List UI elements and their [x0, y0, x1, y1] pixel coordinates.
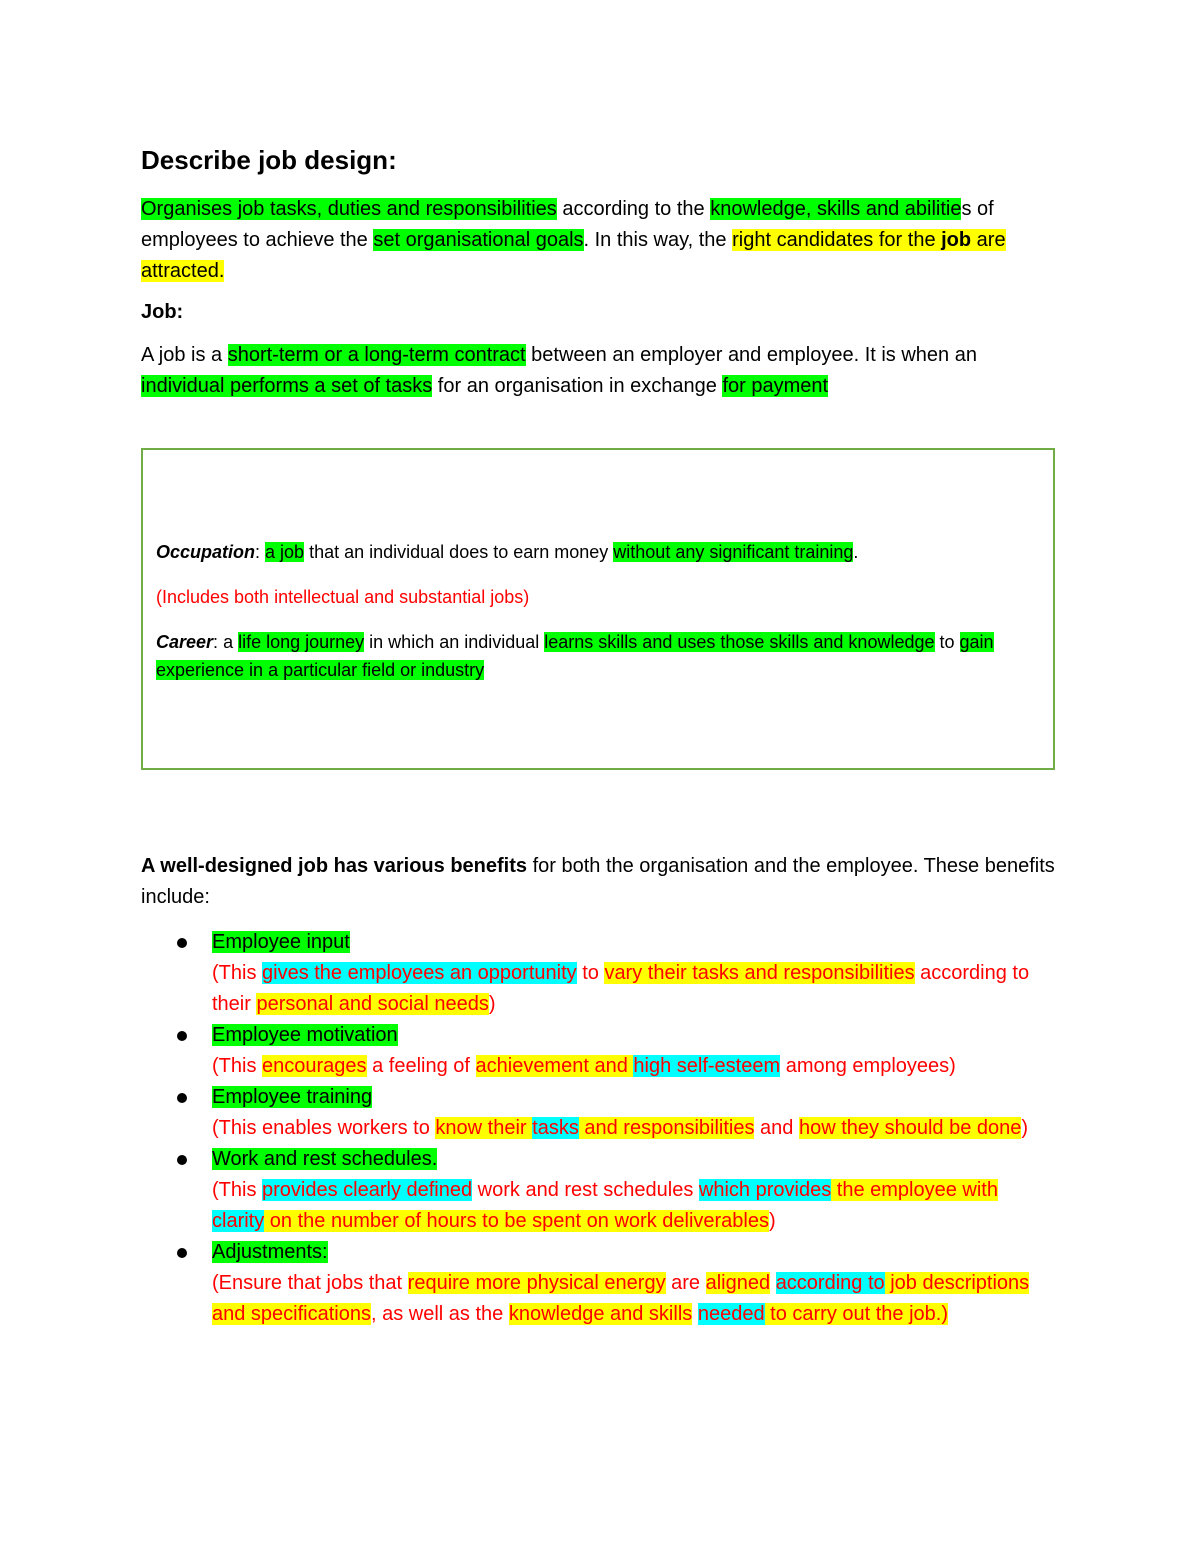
- highlight-green: Adjustments:: [212, 1241, 328, 1263]
- highlight-yellow: knowledge and skills: [508, 1303, 693, 1325]
- benefits-list: [141, 927, 1059, 1330]
- plain-text: s of employees to achieve the: [141, 198, 994, 251]
- highlight-yellow: right candidates for the: [732, 229, 942, 251]
- plain-text: :: [255, 542, 266, 562]
- plain-text: .: [853, 542, 859, 562]
- bold-text: A well-designed job has various benefits: [141, 855, 528, 877]
- list-item: [141, 1082, 1059, 1144]
- plain-text: among employees): [780, 1055, 956, 1077]
- plain-text: according to the: [556, 198, 711, 220]
- item-description: [212, 1268, 1052, 1330]
- highlight-cyan: tasks: [532, 1117, 579, 1139]
- item-title: [212, 1237, 1059, 1268]
- plain-text: (This: [212, 1055, 262, 1077]
- occupation-definition: [156, 538, 1036, 566]
- page-title: Describe job design:: [141, 145, 397, 175]
- highlight-yellow: job descriptions and specifications: [212, 1272, 1030, 1325]
- highlight-green: life long journey: [238, 632, 365, 652]
- plain-text: between an employer and employee. It is when an: [525, 344, 977, 366]
- plain-text: a: [223, 632, 239, 652]
- list-item: [141, 1144, 1059, 1237]
- plain-text: [770, 1272, 776, 1294]
- plain-text: (This enables workers to: [212, 1117, 436, 1139]
- highlight-cyan: provides clearly defined: [262, 1179, 473, 1201]
- highlight-green: learns skills and uses those skills and knowledge: [544, 632, 935, 652]
- highlight-yellow: and responsibilities: [578, 1117, 755, 1139]
- plain-text: ): [768, 1210, 776, 1232]
- highlight-cyan: according to: [775, 1272, 885, 1294]
- plain-text: :: [213, 632, 224, 652]
- highlight-green: set organisational goals: [373, 229, 584, 251]
- item-title: [212, 1144, 1059, 1175]
- plain-text: for both the organisation and the employee. These benefits include:: [141, 855, 1055, 908]
- highlight-yellow: personal and social needs: [256, 993, 489, 1015]
- plain-text: (This: [212, 962, 262, 984]
- plain-text: work and rest schedules: [472, 1179, 699, 1201]
- plain-text: ): [488, 993, 496, 1015]
- plain-text: , as well as the: [370, 1303, 509, 1325]
- bullet-icon: [177, 938, 187, 948]
- highlight-yellow: how they should be done: [798, 1117, 1022, 1139]
- item-description: [212, 1175, 1052, 1237]
- highlight-green: without any significant training: [613, 542, 854, 562]
- plain-text: A job is a: [141, 344, 228, 366]
- bullet-icon: [177, 1031, 187, 1041]
- plain-text: according to their: [212, 962, 1030, 1015]
- plain-text: to: [576, 962, 605, 984]
- bullet-icon: [177, 1248, 187, 1258]
- highlight-green: knowledge, skills and abilitie: [710, 198, 962, 220]
- plain-text: for an organisation in exchange: [432, 375, 723, 397]
- list-item: [141, 1020, 1059, 1082]
- highlight-yellow: achievement and: [475, 1055, 634, 1077]
- highlight-green: Work and rest schedules.: [212, 1148, 438, 1170]
- highlight-yellow: know their: [435, 1117, 533, 1139]
- highlight-green: short-term or a long-term contract: [227, 344, 526, 366]
- item-description: [212, 958, 1052, 1020]
- plain-text: (This: [212, 1179, 262, 1201]
- list-item: [141, 927, 1059, 1020]
- item-description: [212, 1113, 1052, 1144]
- highlight-yellow: require more physical energy: [407, 1272, 666, 1294]
- bullet-icon: [177, 1155, 187, 1165]
- plain-text: (Ensure that jobs that: [212, 1272, 408, 1294]
- highlight-green: individual performs a set of tasks: [141, 375, 433, 397]
- highlight-yellow: aligned: [705, 1272, 771, 1294]
- highlight-yellow: on the number of hours to be spent on work deliverables: [264, 1210, 769, 1232]
- benefits-section: [141, 851, 1059, 1330]
- list-item: [141, 1237, 1059, 1330]
- highlight-yellow: encourages: [262, 1055, 367, 1077]
- plain-text: . In this way, the: [583, 229, 733, 251]
- document-body: [141, 140, 1059, 412]
- occupation-note: (Includes both intellectual and substantial jobs): [156, 587, 530, 607]
- item-title: [212, 1082, 1059, 1113]
- highlight-cyan: needed: [697, 1303, 765, 1325]
- career-definition: [156, 628, 1036, 684]
- benefits-intro: [141, 851, 1059, 913]
- plain-text: [692, 1303, 698, 1325]
- highlight-yellow: are attracted.: [141, 229, 1006, 282]
- highlight-cyan: clarity: [212, 1210, 265, 1232]
- highlight-green: Employee motivation: [212, 1024, 398, 1046]
- career-label: Career: [156, 632, 214, 652]
- highlight-yellow: the employee with: [831, 1179, 998, 1201]
- plain-text: ): [1021, 1117, 1029, 1139]
- plain-text: to: [934, 632, 960, 652]
- plain-text: that an individual does to earn money: [304, 542, 614, 562]
- plain-text: a feeling of: [366, 1055, 476, 1077]
- highlight-green: Organises job tasks, duties and responsibilities: [141, 198, 557, 220]
- definitions-box: [141, 448, 1055, 770]
- occupation-label: Occupation: [156, 542, 256, 562]
- highlight-yellow-bold: job: [941, 229, 972, 251]
- job-heading: Job:: [141, 301, 184, 323]
- highlight-yellow: vary their tasks and responsibilities: [604, 962, 915, 984]
- highlight-cyan: which provides: [698, 1179, 832, 1201]
- job-paragraph: [141, 340, 1059, 402]
- item-title: [212, 927, 1059, 958]
- highlight-green: for payment: [722, 375, 829, 397]
- highlight-green: gain experience in a particular field or industry: [156, 632, 994, 680]
- definitions-content: [156, 538, 1036, 701]
- plain-text: and: [754, 1117, 799, 1139]
- plain-text: in which an individual: [364, 632, 545, 652]
- bullet-icon: [177, 1093, 187, 1103]
- highlight-cyan: high self-esteem: [633, 1055, 781, 1077]
- plain-text: are: [665, 1272, 706, 1294]
- job-design-paragraph: [141, 194, 1059, 287]
- item-description: [212, 1051, 1052, 1082]
- highlight-yellow: to carry out the job.): [764, 1303, 948, 1325]
- item-title: [212, 1020, 1059, 1051]
- highlight-green: a job: [265, 542, 305, 562]
- highlight-cyan: gives the employees an opportunity: [262, 962, 577, 984]
- highlight-green: Employee input: [212, 931, 350, 953]
- highlight-green: Employee training: [212, 1086, 373, 1108]
